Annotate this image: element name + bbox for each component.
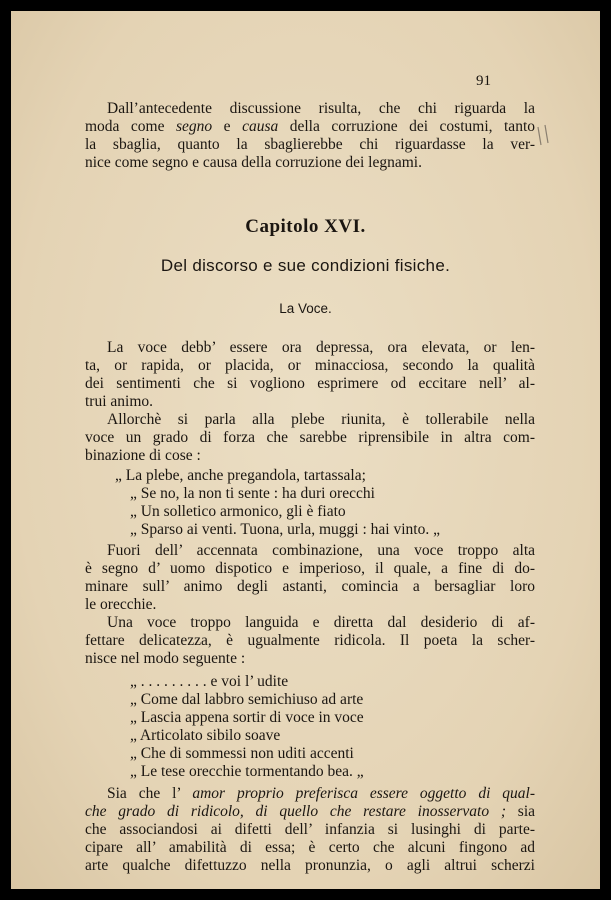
text-line: binazione di cose : [85, 447, 201, 464]
pencil-margin-mark [533, 123, 555, 149]
text-line: che associandosi ai difetti dell’ infanzia si lusinghi di parte- [85, 821, 535, 838]
intro-paragraph [85, 100, 535, 172]
verse-line: „ La plebe, anche pregandola, tartassala; [115, 467, 366, 484]
text-line: dei sentimenti che si vogliono esprimere od eccitare nell’ al- [85, 375, 535, 392]
verse-line: „ Come dal labbro semichiuso ad arte [130, 691, 364, 708]
verse-line: „ Sparso ai venti. Tuona, urla, muggi : hai vinto. „ [130, 521, 440, 538]
text-line: è segno d’ uomo dispotico e imperioso, il quale, a fine di do- [85, 560, 535, 577]
text-line: nice come segno e causa della corruzione dei legnami. [85, 154, 422, 171]
text-line: cipare all’ amabilità di essa; è certo che alcuni fingono ad [85, 839, 535, 856]
text-line: trui animo. [85, 393, 154, 410]
chapter-subtitle: Del discorso e sue condizioni fisiche. [160, 256, 451, 275]
text-line: Sia che l’ amor proprio preferisca essere oggetto di qual- [107, 785, 535, 802]
verse-line: „ Se no, la non ti sente : ha duri orecchi [130, 485, 375, 502]
verse-line: „ Articolato sibilo soave [130, 727, 281, 744]
text-line: nisce nel modo seguente : [85, 650, 246, 667]
text-line: le orecchie. [85, 596, 157, 613]
paragraph-amor-proprio [85, 785, 535, 875]
paragraph-voce [85, 339, 535, 465]
page-number: 91 [476, 73, 491, 89]
book-page [11, 11, 600, 889]
text-line: La voce debb’ essere ora depressa, ora elevata, or len- [107, 339, 535, 356]
text-line: ta, or rapida, or placida, or minacciosa, secondo la qualità [85, 357, 535, 374]
verse-line: „ Che di sommessi non uditi accenti [130, 745, 354, 762]
text-line: che grado di ridicolo, di quello che restare inosservato ; sia [85, 803, 536, 820]
text-line: Fuori dell’ accennata combinazione, una voce troppo alta [107, 542, 535, 559]
text-line: voce un grado di forza che sarebbe riprensibile in altra com- [85, 429, 535, 446]
text-line: arte qualche difettuzzo nella pronunzia, o agli altrui scherzi [85, 857, 535, 874]
section-title: La Voce. [279, 301, 332, 316]
paragraph-fuori [85, 542, 535, 668]
verse-line: „ Le tese orecchie tormentando bea. „ [130, 763, 364, 780]
verse-line: „ . . . . . . . . . e voi l’ udite [130, 673, 289, 690]
text-line: Allorchè si parla alla plebe riunita, è tollerabile nella [107, 411, 535, 428]
verse-line: „ Lascia appena sortir di voce in voce [130, 709, 364, 726]
chapter-title: Capitolo XVI. [245, 216, 366, 237]
text-line: Dall’antecedente discussione risulta, che chi riguarda la [107, 100, 535, 117]
verse-line: „ Un solletico armonico, gli è fiato [130, 503, 346, 520]
text-line: la sbaglia, quanto la sbaglierebbe chi riguardasse la ver- [85, 136, 535, 153]
text-line: fettare delicatezza, è ugualmente ridicola. Il poeta la scher- [85, 632, 535, 649]
text-line: Una voce troppo languida e diretta dal desiderio di af- [107, 614, 535, 631]
text-line: moda come segno e causa della corruzione dei costumi, tanto [85, 118, 535, 135]
text-line: minare sull’ animo degli astanti, comincia a bersagliar loro [85, 578, 535, 595]
